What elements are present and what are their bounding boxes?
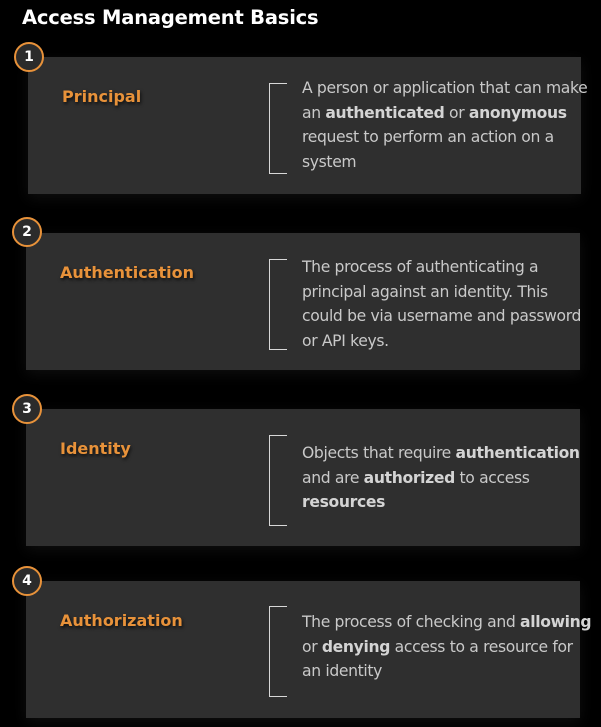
description-text: The process of checking and	[302, 613, 521, 631]
description-text: access to a resource for an identity	[302, 637, 573, 680]
description-text: to access	[454, 468, 530, 487]
description-text: The process of authenticating a principal against an identity. This could be via username and password or API keys.	[302, 258, 582, 350]
emphasized-text: resources	[302, 493, 386, 511]
description-text: request to perform an action on a system	[302, 128, 554, 171]
term-description	[302, 255, 592, 353]
description-text: or	[302, 637, 322, 656]
emphasized-text: authenticated	[325, 103, 445, 122]
description-text: Objects that require	[302, 444, 456, 462]
emphasized-text: denying	[321, 637, 391, 656]
description-text: and are	[302, 468, 364, 487]
term-description	[302, 76, 592, 174]
description-text: or	[444, 103, 469, 122]
emphasized-text: anonymous	[468, 103, 567, 122]
page-title: Access Management Basics	[22, 6, 319, 29]
bracket-divider	[269, 606, 287, 697]
term-description	[302, 441, 592, 515]
step-number-badge: 4	[12, 566, 42, 596]
step-number-badge: 1	[14, 42, 44, 72]
term-label: Identity	[60, 439, 131, 458]
step-number-badge: 2	[12, 217, 42, 247]
emphasized-text: authentication	[455, 444, 580, 462]
term-label: Authorization	[60, 611, 183, 630]
bracket-divider	[269, 259, 287, 350]
emphasized-text: allowing	[520, 613, 592, 631]
term-description	[302, 610, 592, 684]
term-label: Authentication	[60, 263, 194, 282]
bracket-divider	[269, 83, 287, 174]
bracket-divider	[269, 435, 287, 526]
term-label: Principal	[62, 87, 142, 106]
emphasized-text: authorized	[363, 468, 455, 487]
step-number-badge: 3	[12, 394, 42, 424]
description-text: A person or application that can make an	[302, 79, 588, 122]
